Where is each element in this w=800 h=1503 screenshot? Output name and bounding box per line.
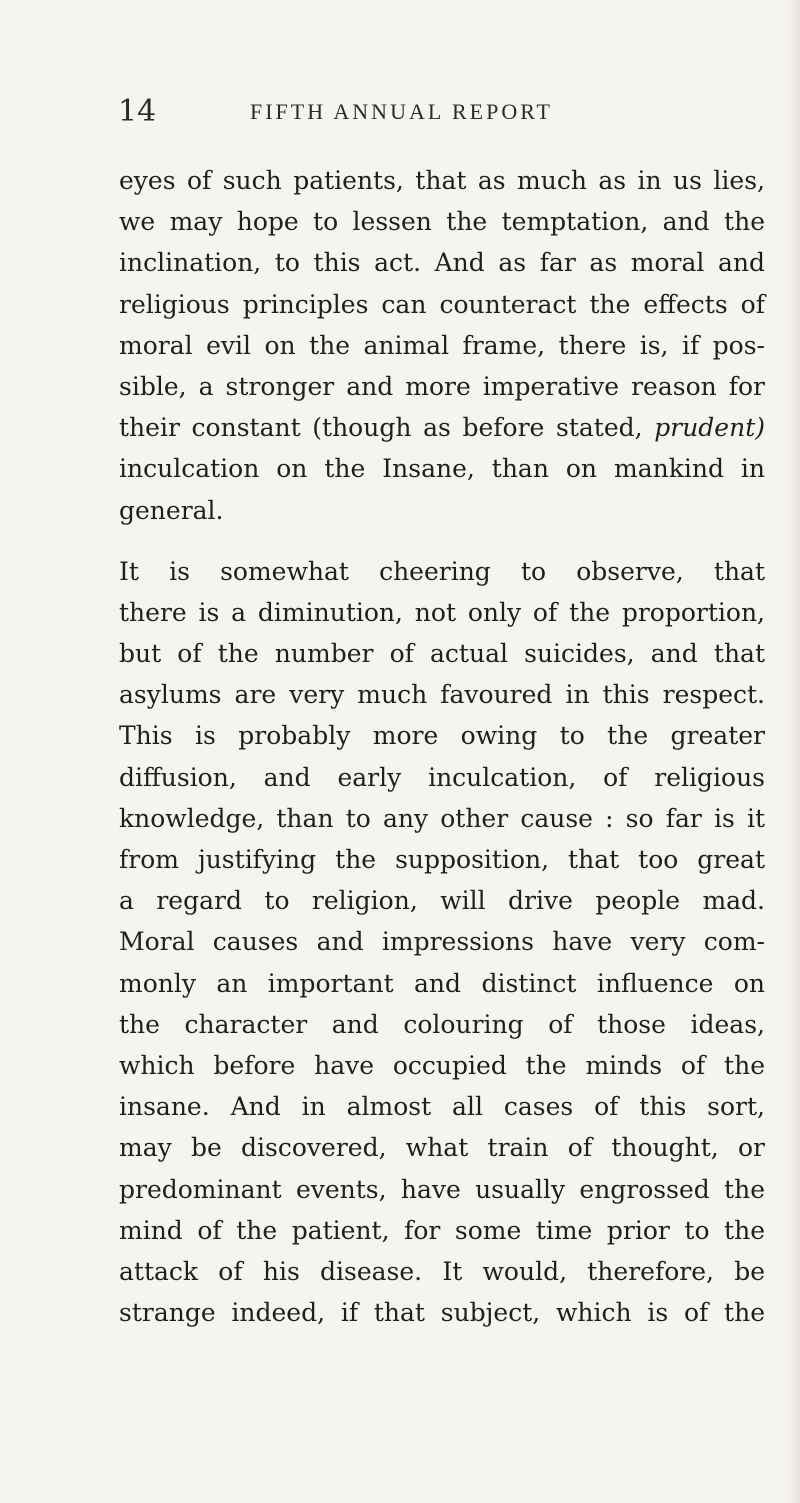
text-line: predominant events, have usually engrossed the bbox=[119, 1174, 765, 1204]
text-line: but of the number of actual suicides, and that bbox=[119, 639, 765, 669]
text-line: asylums are very much favoured in this respect. bbox=[119, 680, 765, 710]
text-line: there is a diminution, not only of the proportion, bbox=[119, 597, 765, 627]
page-edge-shadow bbox=[786, 0, 800, 1503]
text-line: insane. And in almost all cases of this sort, bbox=[119, 1092, 765, 1122]
text-line: diffusion, and early inculcation, of religious bbox=[119, 762, 765, 792]
text-line: monly an important and distinct influence on bbox=[119, 968, 765, 998]
text-line: This is probably more owing to the greater bbox=[119, 721, 765, 751]
text-line: a regard to religion, will drive people mad. bbox=[119, 886, 765, 916]
text-line: Moral causes and impressions have very com- bbox=[119, 927, 765, 957]
paragraph-1 bbox=[119, 160, 765, 531]
text-line: the character and colouring of those ideas, bbox=[119, 1009, 765, 1039]
text-line: inclination, to this act. And as far as moral and bbox=[119, 248, 765, 278]
text-line: attack of his disease. It would, therefore, be bbox=[119, 1256, 765, 1286]
text-line-with-italic bbox=[119, 407, 765, 448]
page-header bbox=[118, 92, 758, 132]
text-line: moral evil on the animal frame, there is, if pos- bbox=[119, 330, 765, 360]
text-line: we may hope to lessen the temptation, and the bbox=[119, 207, 765, 237]
text-line: general. bbox=[119, 495, 224, 525]
text-line: eyes of such patients, that as much as in us lies, bbox=[119, 166, 765, 195]
text-line: knowledge, than to any other cause : so far is it bbox=[119, 803, 765, 833]
text-line: It is somewhat cheering to observe, that bbox=[119, 556, 765, 586]
paragraph-2 bbox=[119, 551, 765, 1334]
text-run: their constant (though as before stated, bbox=[119, 413, 655, 443]
text-line: mind of the patient, for some time prior to the bbox=[119, 1215, 765, 1245]
text-line: which before have occupied the minds of the bbox=[119, 1050, 765, 1080]
body-text bbox=[119, 160, 765, 1333]
italic-text-run: prudent) bbox=[654, 413, 765, 443]
text-line: inculcation on the Insane, than on mankind in bbox=[119, 454, 765, 484]
text-line: from justifying the supposition, that too great bbox=[119, 845, 765, 874]
text-line: sible, a stronger and more imperative reason for bbox=[119, 371, 765, 401]
paragraph-gap bbox=[119, 531, 765, 551]
text-line: may be discovered, what train of thought, or bbox=[119, 1133, 765, 1163]
text-line: strange indeed, if that subject, which is of the bbox=[119, 1298, 765, 1328]
running-head: FIFTH ANNUAL REPORT bbox=[250, 99, 553, 124]
page-number: 14 bbox=[118, 94, 157, 129]
text-line: religious principles can counteract the effects of bbox=[119, 289, 765, 319]
